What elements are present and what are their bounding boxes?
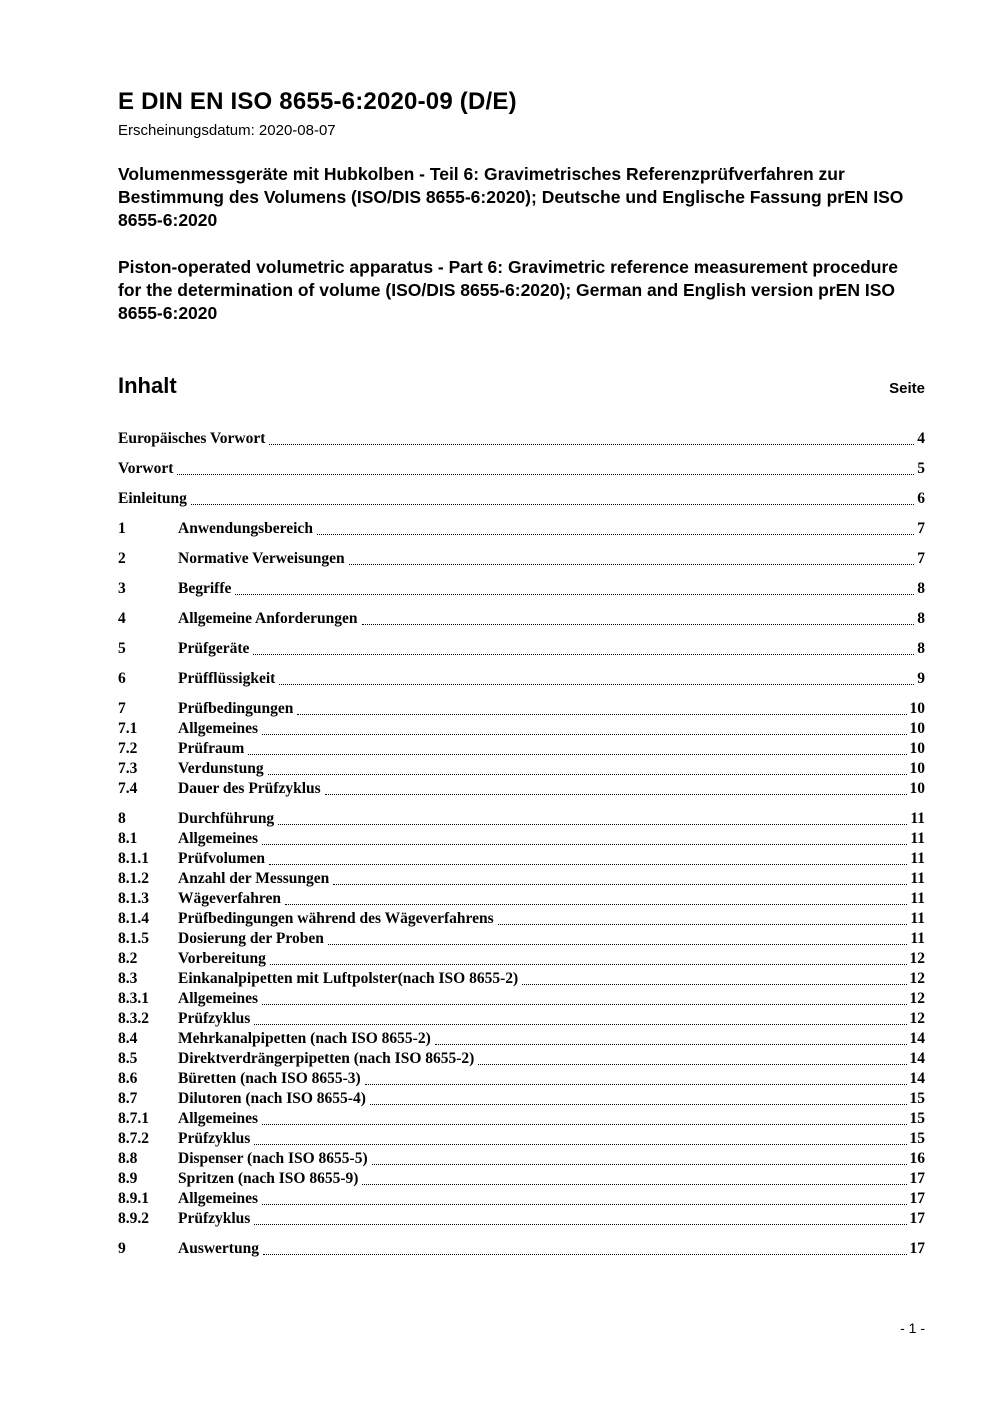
toc-entry-page: 16 — [909, 1150, 925, 1167]
toc-entry-number: 8.5 — [118, 1050, 138, 1067]
toc-entry-title: Allgemeines — [178, 990, 259, 1007]
toc-leader-dots — [285, 904, 907, 905]
toc-entry-number: 8.9.2 — [118, 1210, 149, 1227]
toc-entry-page: 10 — [909, 780, 925, 797]
toc-entry — [118, 429, 925, 449]
toc-entry — [118, 889, 925, 909]
toc-leader-dots — [262, 734, 906, 735]
toc-entry-page: 12 — [909, 990, 925, 1007]
toc-entry — [118, 1109, 925, 1129]
release-date: Erscheinungsdatum: 2020-08-07 — [118, 122, 336, 139]
toc-entry-number: 8.1.2 — [118, 870, 149, 887]
toc-entry-number: 8.8 — [118, 1150, 138, 1167]
toc-leader-dots — [263, 1254, 907, 1255]
toc-entry-page: 5 — [917, 460, 925, 477]
toc-leader-dots — [248, 754, 906, 755]
toc-leader-dots — [325, 794, 907, 795]
toc-entry-title: Wägeverfahren — [178, 890, 282, 907]
toc-leader-dots — [370, 1104, 907, 1105]
toc-entry-page: 11 — [910, 850, 925, 867]
toc-entry-page: 6 — [917, 490, 925, 507]
toc-entry-page: 10 — [909, 700, 925, 717]
toc-entry — [118, 639, 925, 659]
toc-leader-dots — [191, 504, 914, 505]
toc-entry-number: 8.7.2 — [118, 1130, 149, 1147]
toc-entry-title: Einkanalpipetten mit Luftpolster(nach ISO 8655-2) — [178, 970, 519, 987]
toc-entry-title: Dilutoren (nach ISO 8655-4) — [178, 1090, 366, 1107]
toc-leader-dots — [362, 624, 915, 625]
toc-entry-title: Europäisches Vorwort — [118, 430, 266, 447]
toc-entry-number: 8.9.1 — [118, 1190, 149, 1207]
toc-entry-number: 8.7 — [118, 1090, 138, 1107]
page-content — [118, 0, 925, 1259]
toc-entry — [118, 1089, 925, 1109]
toc-leader-dots — [372, 1164, 907, 1165]
document-number-title: E DIN EN ISO 8655-6:2020-09 (D/E) — [118, 88, 517, 115]
document-title-german: Volumenmessgeräte mit Hubkolben - Teil 6: Gravimetrisches Referenzprüfverfahren zur Bestimmung des Volumens (ISO/DIS 8655-6:2020); Deutsche und Englische Fassung prEN ISO 8655-6:2020 — [118, 164, 904, 230]
toc-entry-number: 7.3 — [118, 760, 138, 777]
toc-group — [118, 519, 925, 539]
document-title-english: Piston-operated volumetric apparatus - Part 6: Gravimetric reference measurement procedure for the determination of volume (ISO/DIS 8655-6:2020); German and English version prEN ISO 8655-6:2020 — [118, 257, 898, 323]
toc-entry-page: 17 — [909, 1170, 925, 1187]
toc-entry-title: Anzahl der Messungen — [178, 870, 330, 887]
toc-entry — [118, 699, 925, 719]
toc-leader-dots — [297, 714, 906, 715]
toc-entry — [118, 869, 925, 889]
toc-entry-title: Durchführung — [178, 810, 275, 827]
toc-leader-dots — [270, 964, 907, 965]
toc-group — [118, 1239, 925, 1259]
toc-entry-title: Dauer des Prüfzyklus — [178, 780, 321, 797]
toc-leader-dots — [365, 1084, 907, 1085]
toc-group — [118, 609, 925, 629]
toc-entry-title: Prüfraum — [178, 740, 245, 757]
toc-entry-number: 8.4 — [118, 1030, 138, 1047]
toc-entry-title: Allgemeines — [178, 1190, 259, 1207]
toc-leader-dots — [269, 864, 907, 865]
toc-entry-number: 3 — [118, 580, 126, 597]
toc-leader-dots — [498, 924, 908, 925]
toc-entry — [118, 579, 925, 599]
toc-entry-page: 8 — [917, 610, 925, 627]
toc-entry — [118, 1029, 925, 1049]
toc-entry-page: 17 — [909, 1240, 925, 1257]
toc-entry-title: Prüfgeräte — [178, 640, 250, 657]
toc-entry-title: Dispenser (nach ISO 8655-5) — [178, 1150, 368, 1167]
toc-entry-page: 8 — [917, 640, 925, 657]
toc-entry-page: 11 — [910, 890, 925, 907]
toc-group — [118, 549, 925, 569]
toc-entry-page: 17 — [909, 1190, 925, 1207]
toc-entry — [118, 909, 925, 929]
toc-entry — [118, 719, 925, 739]
toc-entry-page: 14 — [909, 1030, 925, 1047]
toc-entry — [118, 459, 925, 479]
toc-leader-dots — [435, 1044, 907, 1045]
toc-entry-page: 11 — [910, 910, 925, 927]
toc-entry — [118, 989, 925, 1009]
toc-entry — [118, 969, 925, 989]
toc-entry-page: 17 — [909, 1210, 925, 1227]
toc-entry-title: Auswertung — [178, 1240, 259, 1257]
toc-leader-dots — [478, 1064, 906, 1065]
toc-entry-title: Direktverdrängerpipetten (nach ISO 8655-2) — [178, 1050, 475, 1067]
toc-leader-dots — [253, 654, 914, 655]
toc-entry-page: 15 — [909, 1090, 925, 1107]
toc-entry-title: Prüfzyklus — [178, 1010, 251, 1027]
toc-leader-dots — [262, 1124, 906, 1125]
toc-entry-number: 4 — [118, 610, 126, 627]
toc-entry-page: 12 — [909, 970, 925, 987]
toc-entry — [118, 609, 925, 629]
toc-entry — [118, 549, 925, 569]
toc-entry-title: Anwendungsbereich — [178, 520, 313, 537]
toc-entry-page: 11 — [910, 930, 925, 947]
toc-entry-number: 8.3.2 — [118, 1010, 149, 1027]
toc-group — [118, 429, 925, 449]
toc-entry-page: 11 — [910, 870, 925, 887]
toc-entry-number: 7 — [118, 700, 126, 717]
toc-leader-dots — [262, 844, 907, 845]
toc-entry-page: 7 — [917, 520, 925, 537]
toc-entry — [118, 1239, 925, 1259]
toc-entry-title: Allgemeine Anforderungen — [178, 610, 358, 627]
toc-leader-dots — [268, 774, 907, 775]
toc-entry-title: Prüfvolumen — [178, 850, 265, 867]
toc-entry-page: 12 — [909, 950, 925, 967]
toc-entry-title: Prüfzyklus — [178, 1210, 251, 1227]
toc-group — [118, 579, 925, 599]
toc-entry-page: 11 — [910, 830, 925, 847]
toc-entry-number: 8.6 — [118, 1070, 138, 1087]
toc-entry-page: 15 — [909, 1130, 925, 1147]
toc-entry-title: Prüfzyklus — [178, 1130, 251, 1147]
toc-entry-page: 4 — [917, 430, 925, 447]
toc-entry-number: 8 — [118, 810, 126, 827]
toc-leader-dots — [279, 684, 914, 685]
toc-entry-title: Allgemeines — [178, 720, 259, 737]
toc-leader-dots — [177, 474, 914, 475]
toc-entry-title: Allgemeines — [178, 1110, 259, 1127]
toc-leader-dots — [317, 534, 914, 535]
toc-entry-number: 8.3.1 — [118, 990, 149, 1007]
toc-entry-number: 2 — [118, 550, 126, 567]
toc-entry — [118, 739, 925, 759]
toc-entry — [118, 779, 925, 799]
toc-leader-dots — [362, 1184, 906, 1185]
toc-entry-number: 7.4 — [118, 780, 138, 797]
toc-leader-dots — [328, 944, 908, 945]
toc-entry-title: Prüfbedingungen während des Wägeverfahrens — [178, 910, 494, 927]
toc-entry-page: 10 — [909, 740, 925, 757]
toc-entry-page: 9 — [917, 670, 925, 687]
toc-leader-dots — [262, 1204, 906, 1205]
toc-entry-number: 8.2 — [118, 950, 138, 967]
toc-entry-title: Dosierung der Proben — [178, 930, 324, 947]
toc-entry — [118, 1189, 925, 1209]
toc-entry-page: 14 — [909, 1070, 925, 1087]
toc-entry-number: 7.2 — [118, 740, 138, 757]
toc-entry-number: 8.1.1 — [118, 850, 149, 867]
toc-entry-number: 8.9 — [118, 1170, 138, 1187]
toc-entry — [118, 1049, 925, 1069]
toc-entry — [118, 1009, 925, 1029]
toc-entry-number: 9 — [118, 1240, 126, 1257]
toc-header — [118, 373, 925, 399]
toc-entry-title: Mehrkanalpipetten (nach ISO 8655-2) — [178, 1030, 431, 1047]
toc-entry-page: 12 — [909, 1010, 925, 1027]
toc-entry — [118, 809, 925, 829]
toc-group — [118, 639, 925, 659]
toc-entry — [118, 929, 925, 949]
toc-leader-dots — [349, 564, 915, 565]
toc-heading: Inhalt — [118, 373, 177, 398]
toc-entry-number: 8.3 — [118, 970, 138, 987]
toc-entry — [118, 669, 925, 689]
toc-entry-number: 8.1 — [118, 830, 138, 847]
toc-entry-number: 8.1.5 — [118, 930, 149, 947]
toc-entry — [118, 1149, 925, 1169]
toc-entry-title: Verdunstung — [178, 760, 264, 777]
toc-entry — [118, 1209, 925, 1229]
toc-leader-dots — [254, 1224, 906, 1225]
toc-group — [118, 809, 925, 1229]
toc-leader-dots — [522, 984, 906, 985]
toc-group — [118, 669, 925, 689]
toc-page-column-label: Seite — [889, 380, 925, 397]
toc-leader-dots — [262, 1004, 906, 1005]
toc-entry — [118, 519, 925, 539]
toc-leader-dots — [254, 1024, 906, 1025]
toc-entry-number: 8.1.3 — [118, 890, 149, 907]
toc-entry — [118, 1069, 925, 1089]
table-of-contents — [118, 429, 925, 1259]
toc-entry-page: 7 — [917, 550, 925, 567]
toc-entry-title: Vorbereitung — [178, 950, 266, 967]
toc-entry-page: 11 — [910, 810, 925, 827]
toc-leader-dots — [254, 1144, 906, 1145]
toc-entry-title: Spritzen (nach ISO 8655-9) — [178, 1170, 359, 1187]
toc-entry — [118, 829, 925, 849]
toc-entry-title: Begriffe — [178, 580, 232, 597]
toc-entry-number: 6 — [118, 670, 126, 687]
toc-entry-page: 15 — [909, 1110, 925, 1127]
toc-leader-dots — [269, 444, 914, 445]
toc-entry-title: Vorwort — [118, 460, 174, 477]
toc-entry-title: Büretten (nach ISO 8655-3) — [178, 1070, 361, 1087]
toc-group — [118, 459, 925, 479]
toc-entry-number: 7.1 — [118, 720, 138, 737]
toc-leader-dots — [333, 884, 907, 885]
toc-entry-title: Prüfbedingungen — [178, 700, 294, 717]
toc-entry-page: 10 — [909, 760, 925, 777]
toc-entry-page: 10 — [909, 720, 925, 737]
toc-entry-page: 8 — [917, 580, 925, 597]
toc-group — [118, 699, 925, 799]
toc-entry-title: Einleitung — [118, 490, 187, 507]
toc-entry-title: Normative Verweisungen — [178, 550, 345, 567]
toc-group — [118, 489, 925, 509]
toc-entry — [118, 949, 925, 969]
toc-leader-dots — [235, 594, 914, 595]
toc-entry-page: 14 — [909, 1050, 925, 1067]
toc-entry-number: 5 — [118, 640, 126, 657]
toc-entry-title: Prüfflüssigkeit — [178, 670, 276, 687]
toc-entry — [118, 759, 925, 779]
toc-entry — [118, 1169, 925, 1189]
toc-entry — [118, 1129, 925, 1149]
toc-leader-dots — [278, 824, 907, 825]
toc-entry-title: Allgemeines — [178, 830, 259, 847]
toc-entry — [118, 489, 925, 509]
toc-entry-number: 8.1.4 — [118, 910, 149, 927]
toc-entry-number: 8.7.1 — [118, 1110, 149, 1127]
toc-entry-number: 1 — [118, 520, 126, 537]
footer-page-number: - 1 - — [900, 1320, 925, 1336]
toc-entry — [118, 849, 925, 869]
